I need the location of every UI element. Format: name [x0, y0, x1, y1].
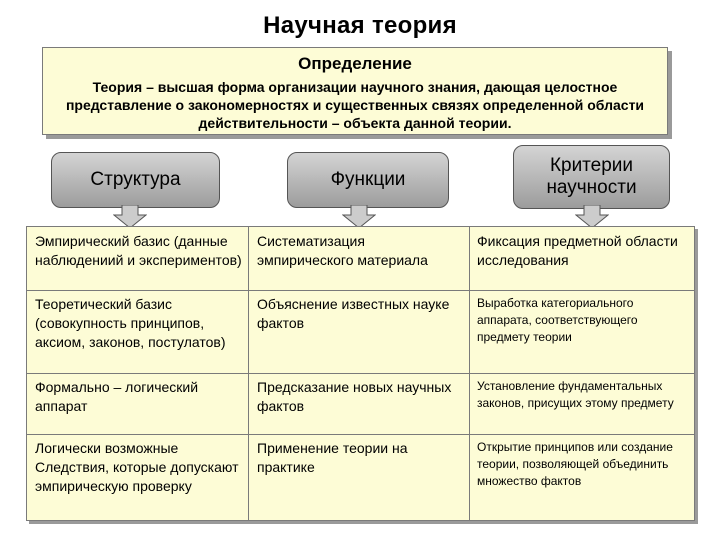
page-title: Научная теория [263, 12, 457, 39]
table-cell-structure: Логически возможные Следствия, которые допускают эмпирическую проверку [35, 440, 239, 494]
table-cell-structure: Теоретический базис (совокупность принципов, аксиом, законов, постулатов) [35, 296, 226, 350]
row-divider [27, 434, 694, 435]
table-cell-functions: Объяснение известных науке фактов [257, 296, 450, 331]
category-structure [51, 152, 220, 208]
category-criteria [513, 145, 670, 209]
table-cell-criteria: Выработка категориального аппарата, соответствующего предмету теории [477, 296, 638, 344]
theory-table [26, 226, 695, 521]
category-criteria-label: Критерии научности [546, 155, 637, 198]
definition-text: Теория – высшая форма организации научного знания, дающая целостное представление о закономерностях и существенных связях определенной области действительности – объекта данной теории. [65, 79, 645, 131]
table-cell-structure: Эмпирический базис (данные наблюдениий и экспериментов) [35, 233, 242, 268]
table-cell-criteria: Фиксация предметной области исследования [477, 233, 678, 268]
table-cell-structure: Формально – логический аппарат [35, 379, 199, 414]
category-functions [287, 152, 449, 208]
table-cell-criteria: Открытие принципов или создание теории, позволяющей объединить множество фактов [477, 440, 673, 488]
row-divider [27, 290, 694, 291]
category-structure-label: Структура [90, 169, 181, 190]
definition-box [42, 47, 668, 135]
table-cell-functions: Предсказание новых научных фактов [257, 379, 452, 414]
table-cell-functions: Систематизация эмпирического материала [257, 233, 428, 268]
table-cell-functions: Применение теории на практике [257, 440, 408, 475]
row-divider [27, 373, 694, 374]
definition-heading: Определение [298, 54, 412, 73]
category-functions-label: Функции [330, 169, 406, 190]
table-cell-criteria: Установление фундаментальных законов, присущих этому предмету [477, 379, 674, 410]
